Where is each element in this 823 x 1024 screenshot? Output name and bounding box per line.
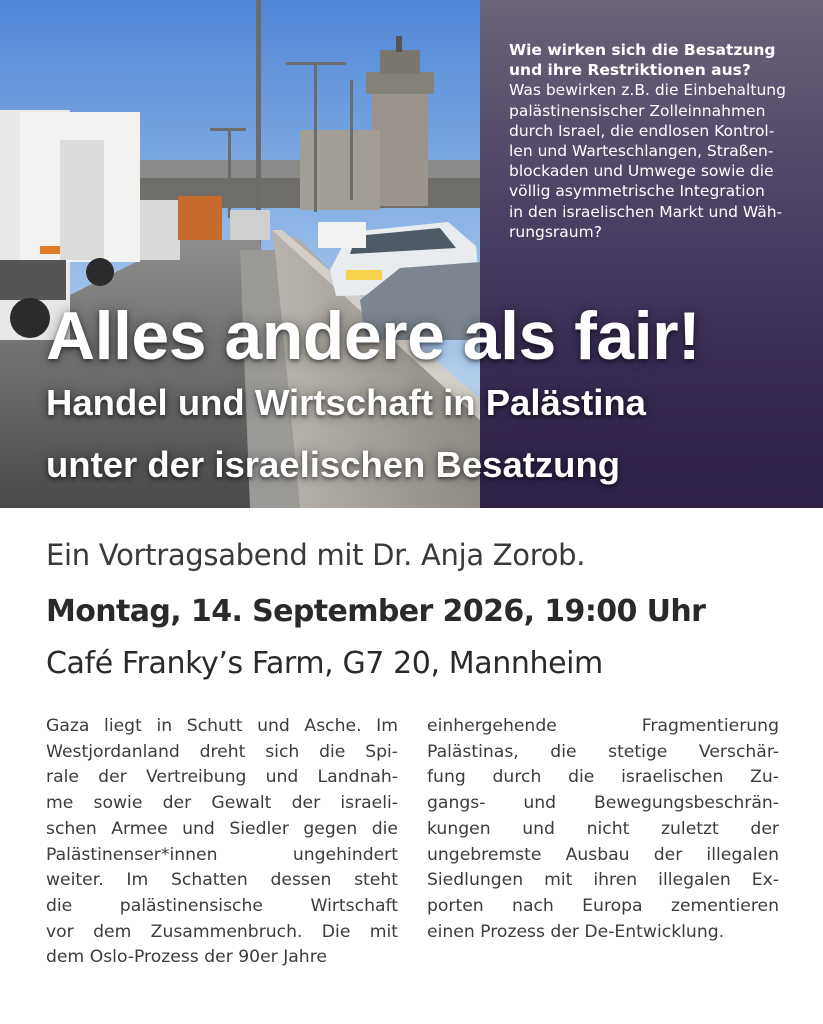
intro-question-line: und ihre Restriktionen aus?	[509, 61, 751, 80]
intro-text-line: Was bewirken z.B. die Einbehaltung	[509, 81, 786, 100]
body-line: die palästinensische Wirtschaft	[46, 895, 398, 916]
body-line: Westjordanland dreht sich die Spi-	[46, 741, 398, 762]
body-column-left	[46, 714, 398, 971]
body-line: dem Oslo-Prozess der 90er Jahre	[46, 947, 327, 968]
body-line: einhergehende Fragmentierung	[427, 716, 779, 736]
body-line: kungen und nicht zuletzt der	[427, 818, 779, 839]
body-line: rale der Vertreibung und Landnah-	[46, 767, 398, 788]
body-line: vor dem Zusammenbruch. Die mit	[46, 921, 398, 942]
intro-text-line: blockaden und Umwege sowie die	[509, 162, 774, 181]
subheadline-line: unter der israelischen Besatzung	[46, 444, 621, 485]
event-date: Montag, 14. September 2026, 19:00 Uhr	[46, 594, 706, 629]
body-column-right	[427, 714, 779, 945]
body-line: schen Armee und Siedler gegen die	[46, 818, 398, 839]
body-line: me sowie der Gewalt der israeli-	[46, 793, 398, 814]
intro-question-line: Wie wirken sich die Besatzung	[509, 41, 776, 59]
intro-text-line: palästinensischer Zolleinnahmen	[509, 101, 766, 120]
hero-section	[0, 0, 823, 508]
body-line: Gaza liegt in Schutt und Asche. Im	[46, 716, 398, 736]
body-line: weiter. Im Schatten dessen steht	[46, 870, 398, 891]
intro-text-block	[509, 40, 809, 242]
intro-text-line: in den israelischen Markt und Wäh-	[509, 202, 783, 221]
body-line: Siedlungen mit ihren illegalen Ex-	[427, 870, 779, 891]
body-line: fung durch die israelischen Zu-	[427, 767, 779, 788]
intro-text-line: völlig asymmetrische Integration	[509, 182, 765, 201]
body-line: gangs- und Bewegungsbeschrän-	[427, 793, 779, 814]
subheadline-line: Handel und Wirtschaft in Palästina	[46, 382, 646, 423]
event-venue: Café Franky’s Farm, G7 20, Mannheim	[46, 646, 603, 681]
lecture-announcement: Ein Vortragsabend mit Dr. Anja Zorob.	[46, 538, 586, 572]
headline: Alles andere als fair!	[46, 298, 701, 374]
body-line: Palästinenser*innen ungehindert	[46, 844, 398, 865]
body-line: Palästinas, die stetige Verschär-	[427, 741, 779, 762]
intro-text-line: rungsraum?	[509, 222, 602, 241]
intro-text-line: len und Warteschlangen, Straßen-	[509, 142, 774, 161]
body-line: ungebremste Ausbau der illegalen	[427, 844, 779, 865]
body-line: einen Prozess der De-Entwicklung.	[427, 921, 725, 942]
body-line: porten nach Europa zementieren	[427, 895, 779, 916]
intro-text-line: durch Israel, die endlosen Kontrol-	[509, 121, 775, 140]
